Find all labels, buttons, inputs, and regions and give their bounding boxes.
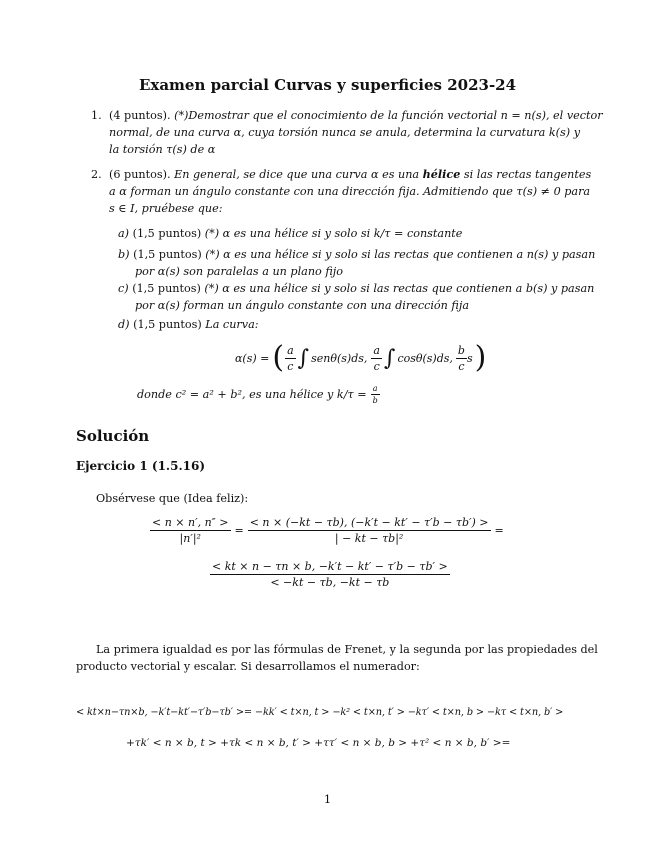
left-paren: ( [272, 340, 285, 375]
curve-formula [235, 340, 486, 376]
observe-text: Obsérvese que (Idea feliz): [96, 492, 249, 505]
subitem-b-text: (*) α es una hélice si y solo si las rectas que contienen a n(s) y pasan [205, 248, 596, 261]
frac-a-over-c-2: $\frac{a}{c}$ [373, 343, 380, 373]
problem-1-line2: normal, de una curva α, cuya torsión nunca se anula, determina la curvatura k(s) y [109, 126, 581, 139]
frac-b-over-c: $\frac{b}{c}$ [457, 343, 465, 373]
solution-heading: Solución [76, 427, 150, 445]
problem-1-number: 1. [91, 109, 102, 122]
problem-1-line1: (*)Demostrar que el conocimiento de la función vectorial n = n(s), el vector [174, 109, 603, 122]
problem-2-points: (6 puntos). [109, 168, 171, 181]
eq1-lhs-den: |n′|² [179, 532, 201, 545]
subitem-d-points: (1,5 puntos) [133, 318, 202, 331]
problem-1 [91, 107, 603, 124]
subitem-c-points: (1,5 puntos) [132, 282, 201, 295]
curve-lhs: α(s) = [235, 351, 270, 365]
equation-2 [210, 560, 450, 589]
frac-a-over-b: $\frac{a}{b}$ [372, 384, 378, 405]
eq1-lhs-num: < n × n′, n″ > [152, 516, 229, 529]
subitem-b-label: b) [118, 248, 130, 261]
eq2-fraction [210, 560, 450, 589]
subitem-c [118, 280, 594, 297]
subitem-d-text: La curva: [205, 318, 259, 331]
problem-2-line3: s ∈ I, pruébese que: [109, 202, 223, 215]
problem-2-line2: a α forman un ángulo constante con una dirección fija. Admitiendo que τ(s) ≠ 0 para [109, 185, 591, 198]
integrand-1: senθ(s)ds, [311, 351, 368, 365]
eq1-rhs-fraction [248, 516, 491, 545]
exercise-heading: Ejercicio 1 (1.5.16) [76, 459, 205, 473]
paragraph-line-2: producto vectorial y escalar. Si desarrollamos el numerador: [76, 660, 420, 673]
subitem-d-label: d) [118, 318, 130, 331]
subitem-a-text: (*) α es una hélice si y solo si k/τ = constante [204, 227, 463, 240]
subitem-b-points: (1,5 puntos) [133, 248, 202, 261]
eq1-trailing-equals: = [494, 524, 504, 537]
problem-1-points: (4 puntos). [109, 109, 171, 122]
subitem-a [118, 225, 462, 242]
subitem-c-line2: por α(s) forman un ángulo constante con una dirección fija [135, 299, 470, 312]
eq1-equals: = [234, 524, 244, 537]
integral-sign-2: ∫ [383, 345, 396, 371]
problem-1-line3: la torsión τ(s) de α [109, 143, 216, 156]
frac-a-over-c-1: $\frac{a}{c}$ [287, 343, 294, 373]
expansion-line-1: < kt×n−τn×b, −k′t−kt′−τ′b−τb′ >= −kk′ < t×n, t > −k² < t×n, t′ > −kτ′ < t×n, b > −kτ < t×n, b′ > [76, 707, 564, 718]
subitem-b [118, 246, 595, 263]
eq2-den: < −kt − τb, −kt − τb [270, 576, 390, 589]
donde-text: donde c² = a² + b², es una hélice y k/τ = [137, 388, 367, 401]
eq1-rhs-den: | − kt − τb|² [334, 532, 404, 545]
equation-1 [150, 516, 504, 545]
s-variable: s [466, 351, 473, 365]
integral-sign-1: ∫ [297, 345, 310, 371]
subitem-a-points: (1,5 puntos) [132, 227, 202, 240]
paragraph-line-1: La primera igualdad es por las fórmulas de Frenet, y la segunda por las propiedades del [96, 643, 598, 656]
problem-2-line1a: En general, se dice que una curva α es una [174, 168, 420, 181]
problem-2 [91, 166, 591, 183]
subitem-b-line2: por α(s) son paralelas a un plano fijo [135, 265, 343, 278]
donde-line [137, 384, 380, 405]
problem-2-line1c: si las rectas tangentes [463, 168, 592, 181]
page-title: Examen parcial Curvas y superficies 2023-24 [138, 76, 517, 94]
eq1-lhs-fraction [150, 516, 231, 545]
problem-2-number: 2. [91, 168, 102, 181]
helice-term: hélice [422, 167, 461, 181]
subitem-c-text: (*) α es una hélice si y solo si las rectas que contienen a b(s) y pasan [204, 282, 595, 295]
page-number: 1 [323, 792, 332, 806]
subitem-c-label: c) [118, 282, 129, 295]
subitem-d [118, 316, 259, 333]
right-paren: ) [474, 340, 487, 375]
integrand-2: cosθ(s)ds, [397, 351, 453, 365]
eq2-num: < kt × n − τn × b, −k′t − kt′ − τ′b − τb′ > [212, 560, 448, 573]
eq1-rhs-num: < n × (−kt − τb), (−k′t − kt′ − τ′b − τb′) > [249, 516, 489, 529]
subitem-a-label: a) [118, 227, 130, 240]
expansion-line-2: +τk′ < n × b, t > +τk < n × b, t′ > +ττ′ < n × b, b > +τ² < n × b, b′ >= [126, 737, 511, 749]
